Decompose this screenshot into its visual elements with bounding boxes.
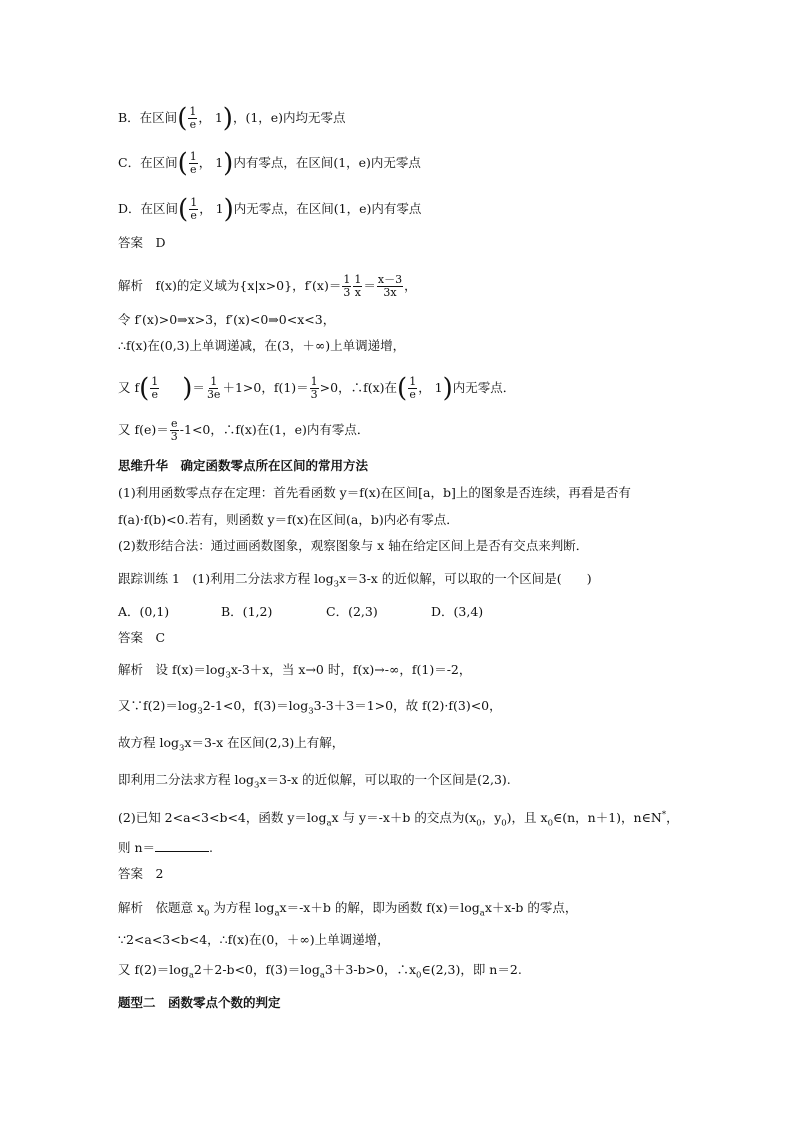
fraction: $\frac{1}{e}$ xyxy=(189,105,197,131)
method-summary-1b: f(a)·f(b)<0.若有，则函数 y＝f(x)在区间(a，b)内必有零点． xyxy=(118,512,459,527)
analysis-1-line-1: 解析 f(x)的定义域为{x|x>0}，f′(x)＝ $\frac{1}{3}$ $\frac{1}{x}$ ＝ $\frac{x-3}{3x}$ ， xyxy=(118,273,417,299)
option-b: B．(1,2) xyxy=(221,604,273,619)
option-b-line: B．在区间( $\frac{1}{e}$ ， 1)，(1，e)内均无零点 xyxy=(118,103,346,134)
analysis-3-line-1: 解析 依题意 $x_0$ 为方程 $\log_ax=-x+b$ 的解，即为函数 $f(x)=\log_ax+x-b$ 的零点， xyxy=(118,900,578,919)
option-d-line: D．在区间( $\frac{1}{e}$ ， 1)内无零点，在区间(1，e)内有零点 xyxy=(118,194,422,225)
answer-1: 答案 D xyxy=(118,235,166,250)
analysis-2-line-3: 故方程 $\log_3x=3-x$ 在区间(2,3)上有解， xyxy=(118,735,345,754)
analysis-3-line-3: 又 $f(2)=\log_a2+2-b<0$，$f(3)=\log_a3+3-b>0$，$\therefore x_0\in(2,3)$，即 n＝2. xyxy=(118,962,522,981)
analysis-2-line-2: 又$\because f(2)=\log_32-1<0$，$f(3)=\log_33-3+3=1>0$，故 f(2)·f(3)<0， xyxy=(118,698,502,717)
analysis-1-line-4: 又 f( $\frac{1}{e}$ )＝ $\frac{1}{3e}$ ＋1>0，f(1)＝ $\frac{1}{3}$ >0，∴f(x)在( $\frac{1}{e}$ ， 1)内无零点． xyxy=(118,373,516,404)
option-a: A．(0,1) xyxy=(118,604,170,619)
method-summary-2: (2)数形结合法：通过画函数图象，观察图象与 x 轴在给定区间上是否有交点来判断． xyxy=(118,538,589,553)
exercise-2-question: (2)已知 2<a<3<b<4，函数 $y=\log_ax$ 与 y＝-x＋b 的交点为($x_0$，$y_0$)，且 $x_0\in(n$，n＋1)，n∈N*， xyxy=(118,809,679,829)
analysis-3-line-2: ∵2<a<3<b<4，∴f(x)在(0，＋∞)上单调递增， xyxy=(118,932,390,947)
answer-3: 答案 2 xyxy=(118,866,164,881)
exercise-1-question: 跟踪训练 1 (1)利用二分法求方程 $\log_3x=3-x$ 的近似解，可以取的一个区间是( ) xyxy=(118,571,592,590)
option-d: D．(3,4) xyxy=(431,604,484,619)
fraction: $\frac{1}{e}$ xyxy=(189,150,197,176)
exercise-2-blank-line: 则 n＝ . xyxy=(118,840,214,855)
exercise-1-options xyxy=(118,604,678,620)
method-summary-1a: (1)利用函数零点存在定理：首先看函数 y＝f(x)在区间[a，b]上的图象是否连续，再看是否有 xyxy=(118,485,631,500)
fraction: $\frac{1}{e}$ xyxy=(190,196,198,222)
option-c-line: C．在区间( $\frac{1}{e}$ ， 1)内有零点，在区间(1，e)内无零点 xyxy=(118,148,421,179)
analysis-1-line-5: 又 f(e)＝ $\frac{e}{3}$ -1<0，∴f(x)在(1，e)内有零点． xyxy=(118,417,370,443)
answer-blank[interactable] xyxy=(155,839,209,852)
section-heading-2: 题型二 函数零点个数的判定 xyxy=(118,995,281,1010)
option-c: C．(2,3) xyxy=(326,604,378,619)
analysis-1-line-3: ∴f(x)在(0,3)上单调递减，在(3，＋∞)上单调递增， xyxy=(118,338,406,353)
analysis-1-line-2: 令 f′(x)>0⇒x>3，f′(x)<0⇒0<x<3， xyxy=(118,312,336,327)
analysis-2-line-4: 即利用二分法求方程 $\log_3x=3-x$ 的近似解，可以取的一个区间是(2,3). xyxy=(118,772,511,791)
answer-2: 答案 C xyxy=(118,630,166,645)
analysis-2-line-1: 解析 设 $f(x)=\log_3x-3+x$，当 x→0 时，f(x)→-∞，f(1)＝-2， xyxy=(118,662,472,681)
method-summary-title: 思维升华 确定函数零点所在区间的常用方法 xyxy=(118,458,369,473)
